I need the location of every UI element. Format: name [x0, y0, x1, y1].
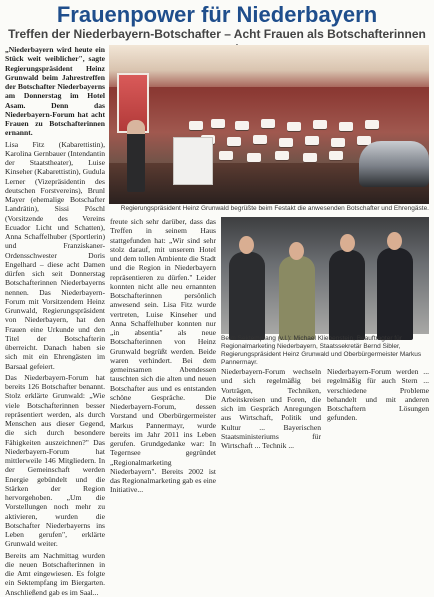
- photo-sektempfang-caption: Beim Sektempfang (v.l.): Michael Kliebenstein, Beauftragter für Regionalmarketing Niederbayern, Staatssekretär Bernd Sibler, Regierungspräsident Heinz Grunwald und Oberbürgermeister Markus Pannermayr.: [221, 335, 422, 366]
- article-column-2: [110, 217, 216, 495]
- photo-ballroom-ceiling: [109, 45, 429, 87]
- article-column-3: [221, 367, 321, 450]
- photo-ballroom-caption: Regierungspräsident Heinz Grunwald begrüßte beim Festakt die anwesenden Botschafter und Ehrengäste.: [120, 205, 429, 212]
- photo-person: [229, 252, 265, 340]
- article-paragraph: freute sich sehr darüber, dass das Treffen in seinem Haus stattgefunden hat: „Wir sind sehr stolz darauf, mit unserem Hotel und dem tollen Ambiente die Stadt und die Region in Niederbayern repräsentieren zu dürfen." Leider konnten nicht alle neu ernannten Botschafterinnen persönlich anwesend sein. Lisa Fitz wurde vertreten, Luise Kinseher und Anna Schaffelhuber konnten nur „in absentia" als neue Botschafterinnen von Heinz Grunwald begrüßt werden. Beide waren verhindert. Bei dem gemeinsamen Abendessen tauschten sich die alten und neuen Botschafter aus und es entstanden schöne Gespräche. Die Niederbayern-Forum, dessen Vorstand und Oberbürgermeister Markus Pannermayr, wurde bereits im Jahr 2011 ins Leben gerufen. Grundgedanke war: In Tegernsee gegründet „Regionalmarketing Niederbayern". Bereits 2002 ist das Regionalmarketing gab es eine Initiative...: [110, 217, 216, 495]
- photo-person-head: [239, 236, 254, 254]
- article-paragraph: Das Niederbayern-Forum hat bereits 126 Botschafter benannt. Stolz erklärte Grunwald: „Wie viele Botschafterinnen besser repräsentiert werden, als durch Menschen aus dieser Gegend, die sich durch besondere Fähigkeiten auszeichnen?" Das Niederbayern-Forum hat mittlerweile 146 Mitgliedern. In der Gemeinschaft werden Energie gebündelt und die Stärken der Region hervorgehoben. „Um die Vorstellungen noch mehr zu aktivieren, wurden die Botschafter Niederbayerns ins Leben gerufen", erklärte Grunwald weiter.: [5, 372, 105, 549]
- photo-sektempfang: [221, 217, 429, 334]
- article-paragraph: Bereits am Nachmittag wurden die neuen Botschafterinnen in die Amt eingewiesen. Es folgte ein Sektempfang im Biergarten. Anschließend gab es im Saal...: [5, 550, 105, 597]
- article-paragraph: Niederbayern-Forum wechseln und sich regelmäßig bei Vorträgen, Techniken, Arbeitskreisen und Foren, die sich im Gespräch Anregungen aus Wirtschaft, Politik und Kultur ... Bayerischen Staatsministeriums für Wirtschaft ... Technik ...: [221, 367, 321, 450]
- photo-person-head: [340, 234, 355, 252]
- photo-person: [329, 250, 365, 340]
- article-column-1: [5, 45, 105, 597]
- article-headline: Frauenpower für Niederbayern: [56, 2, 378, 27]
- photo-ballroom-lectern: [173, 137, 213, 185]
- article-paragraph: Lisa Fitz (Kabarettistin), Karolina Gernbauer (Intendantin der Staatstheater), Luise Kinseher (Kabarettistin), Gudula Lerner (Vizepräsidentin des deutschen Forstvereins), Brunl Mayer (ehemalige Botschafter Landrätin), Sissi Pöschl (Vorsitzende des Vereins Ecuador Licht und Schatten), Anna Schaffelhuber (Sportlerin) und Franziskaner-Ordensschwester Doris Engelhard – diese acht Damen dürfen sich seit Donnerstag Botschafterinnen Niederbayerns nennen. Das Niederbayern-Forum mit Vorsitzendem Heinz Grunwald, Regierungspräsident von Niederbayern, hat den Frauen eine Urkunde und den Titel der Botschafterin überreicht. Danach haben sie sich mit ein Ehrengästen im Barsaal gefeiert.: [5, 139, 105, 371]
- article-paragraph: Niederbayern-Forum werden ... regelmäßig für auch Stern ... verschiedene Probleme behandelt und mit anderen Botschaftern Lösungen gefunden.: [327, 367, 429, 423]
- photo-ballroom-speaker: [127, 120, 145, 192]
- photo-ballroom: [109, 45, 429, 204]
- photo-person-head: [289, 242, 304, 260]
- photo-person: [377, 248, 413, 340]
- article-subheadline: Treffen der Niederbayern-Botschafter – Acht Frauen als Botschafterinnen: [8, 27, 426, 41]
- article-column-4: [327, 367, 429, 423]
- photo-person-head: [387, 232, 402, 250]
- photo-ballroom-car: [359, 141, 429, 187]
- photo-person: [279, 256, 315, 340]
- article-lead: „Niederbayern wird heute ein Stück weit weiblicher", sagte Regierungspräsident Heinz Grunwald beim Jahrestreffen der Botschafter Niederbayerns am Donnerstag im Hotel Asam. Denn das Niederbayern-Forum hat acht Frauen zu Botschafterinnen ernannt.: [5, 45, 105, 138]
